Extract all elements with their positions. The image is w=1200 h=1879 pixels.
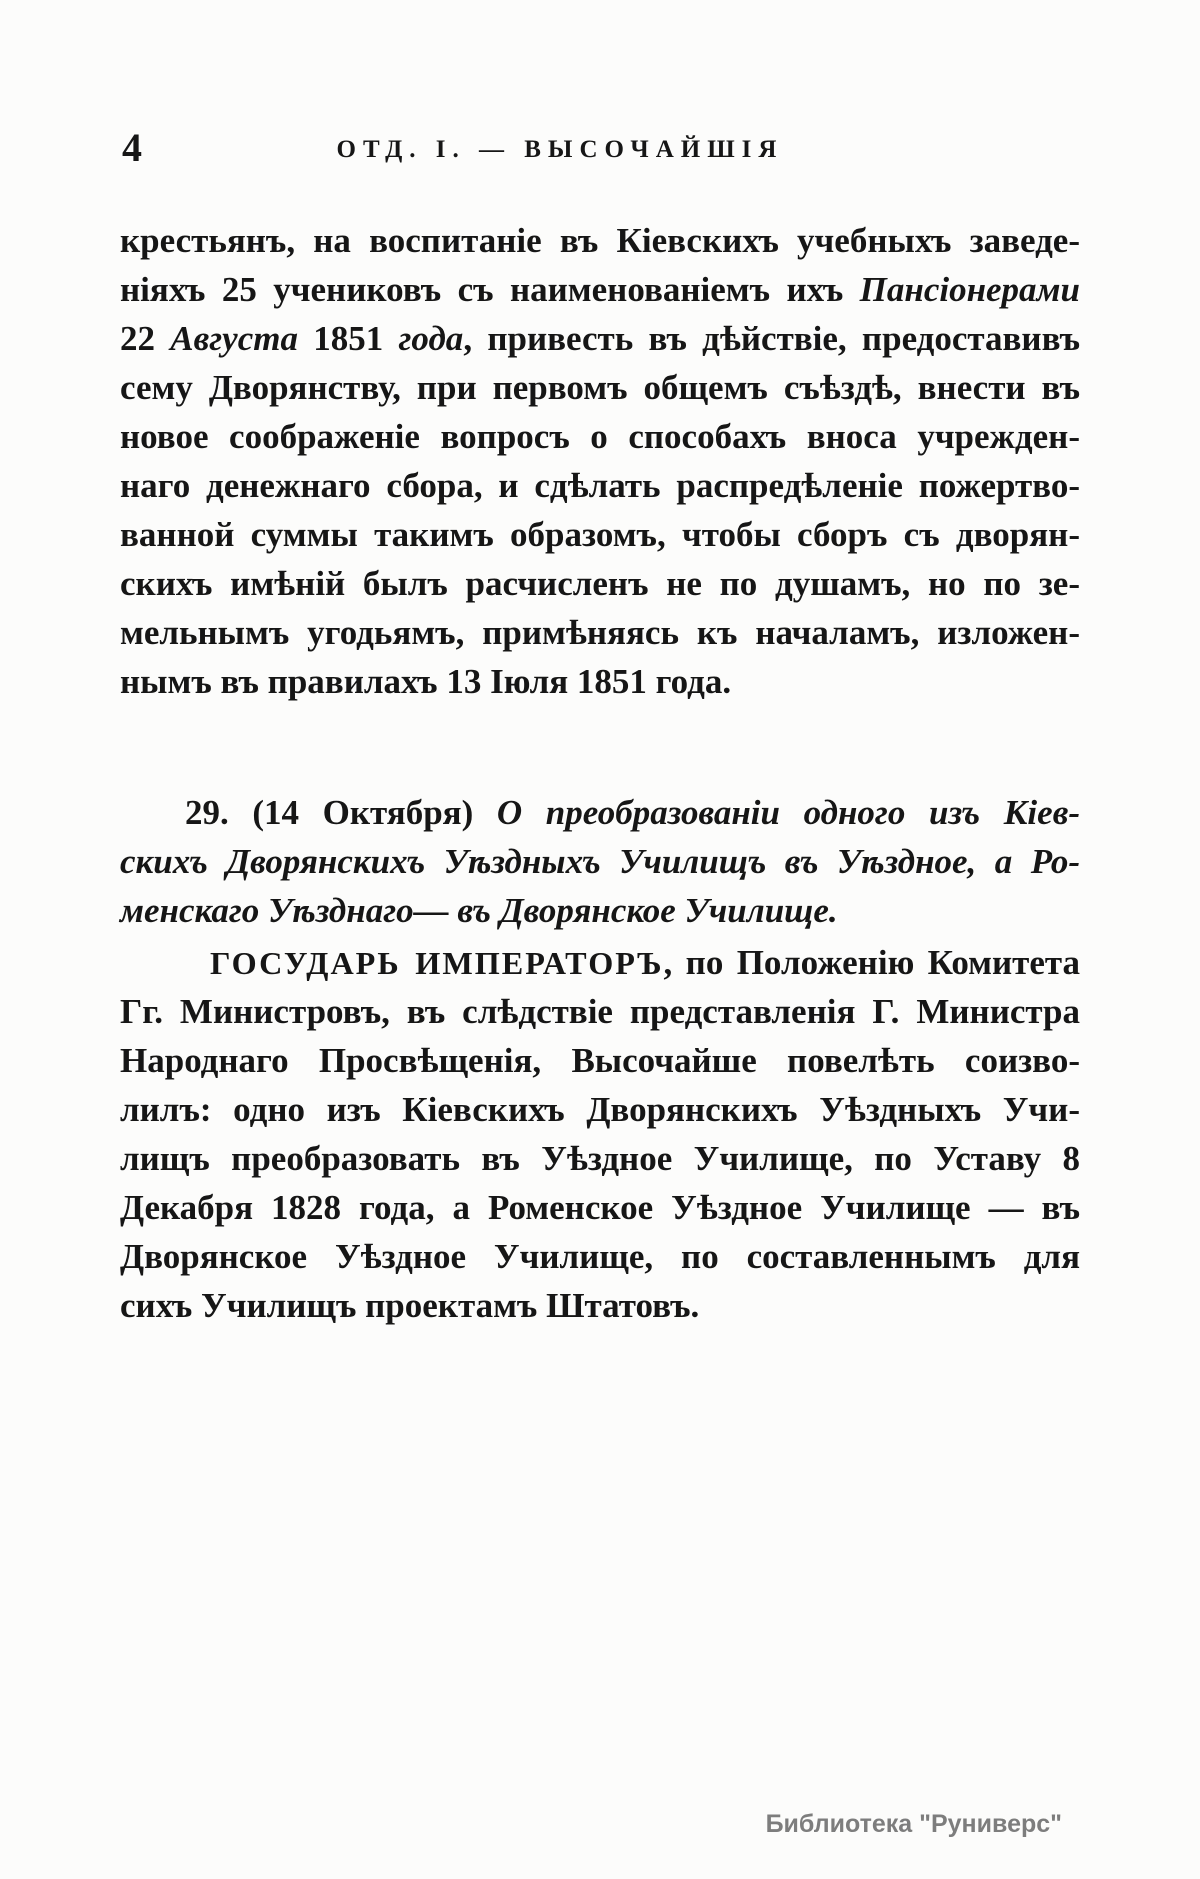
text-line xyxy=(120,837,1080,886)
text-line xyxy=(120,1281,1080,1330)
text-segment: , по Положенію Комитета xyxy=(663,943,1081,982)
text-segment: новое соображеніе вопросъ о способахъ вноса учрежден- xyxy=(120,417,1080,456)
running-title: ОТД. I. — ВЫСОЧАЙШІЯ xyxy=(336,136,784,163)
text-line xyxy=(120,1134,1080,1183)
text-segment: нымъ въ правилахъ 13 Іюля 1851 года. xyxy=(120,662,732,701)
text-segment: Дворянское Уѣздное Училище, по составленнымъ для xyxy=(120,1237,1080,1276)
paragraph-continuation xyxy=(120,216,1080,706)
text-segment: Декабря 1828 года, а Роменское Уѣздное Училище — въ xyxy=(120,1188,1080,1227)
text-line xyxy=(120,412,1080,461)
text-segment: крестьянъ, на воспитаніе въ Кіевскихъ учебныхъ заведе- xyxy=(120,221,1080,260)
section-29-heading xyxy=(120,788,1080,935)
text-line xyxy=(120,314,1080,363)
text-line xyxy=(120,1232,1080,1281)
page-number: 4 xyxy=(122,125,142,170)
text-line xyxy=(120,608,1080,657)
text-segment: сихъ Училищъ проектамъ Штатовъ. xyxy=(120,1286,700,1325)
text-line xyxy=(120,216,1080,265)
italic-text: Пансіонерами xyxy=(859,270,1080,309)
italic-text: менскаго Уѣзднаго— въ Дворянское Училище. xyxy=(120,891,838,930)
text-line xyxy=(120,1085,1080,1134)
text-segment: , привесть въ дѣйствіе, предоставивъ xyxy=(463,319,1080,358)
italic-text: О преобразованіи одного изъ Кіев- xyxy=(496,793,1080,832)
text-line xyxy=(120,510,1080,559)
emphasized-caps: ГОСУДАРЬ ИМПЕРАТОРЪ xyxy=(210,945,664,981)
section-29-body xyxy=(120,938,1080,1330)
italic-text: скихъ Дворянскихъ Уѣздныхъ Училищъ въ Уѣздное, а Ро- xyxy=(120,842,1080,881)
text-segment: 1851 xyxy=(297,319,399,358)
text-segment: Народнаго Просвѣщенія, Высочайше повелѣть соизво- xyxy=(120,1041,1080,1080)
text-line xyxy=(120,1183,1080,1232)
text-line xyxy=(120,461,1080,510)
text-line xyxy=(120,886,1080,935)
library-watermark: Библиотека "Руниверс" xyxy=(765,1810,1062,1838)
text-segment: мельнымъ угодьямъ, примѣняясь къ началамъ, изложен- xyxy=(120,613,1080,652)
text-line xyxy=(120,657,1080,706)
text-line xyxy=(120,265,1080,314)
text-segment: Гг. Министровъ, въ слѣдствіе представленія Г. Министра xyxy=(120,992,1080,1031)
text-segment: ванной суммы такимъ образомъ, чтобы сборъ съ дворян- xyxy=(120,515,1080,554)
text-segment: ніяхъ 25 учениковъ съ наименованіемъ ихъ xyxy=(120,270,860,309)
italic-text: года xyxy=(398,319,464,358)
text-line xyxy=(120,987,1080,1036)
text-segment: 22 xyxy=(120,319,171,358)
text-line xyxy=(120,788,1080,837)
text-line xyxy=(120,938,1080,987)
text-segment: наго денежнаго сбора, и сдѣлать распредѣленіе пожертво- xyxy=(120,466,1080,505)
italic-text: Августа xyxy=(170,319,298,358)
text-line xyxy=(120,1036,1080,1085)
text-line xyxy=(120,363,1080,412)
text-segment: лищъ преобразовать въ Уѣздное Училище, по Уставу 8 xyxy=(120,1139,1080,1178)
text-segment: скихъ имѣній былъ расчисленъ не по душамъ, но по зе- xyxy=(120,564,1080,603)
text-segment: лилъ: одно изъ Кіевскихъ Дворянскихъ Уѣздныхъ Учи- xyxy=(120,1090,1080,1129)
text-segment: 29. (14 Октября) xyxy=(185,793,497,832)
text-line xyxy=(120,559,1080,608)
text-segment: сему Дворянству, при первомъ общемъ съѣздѣ, внести въ xyxy=(120,368,1080,407)
